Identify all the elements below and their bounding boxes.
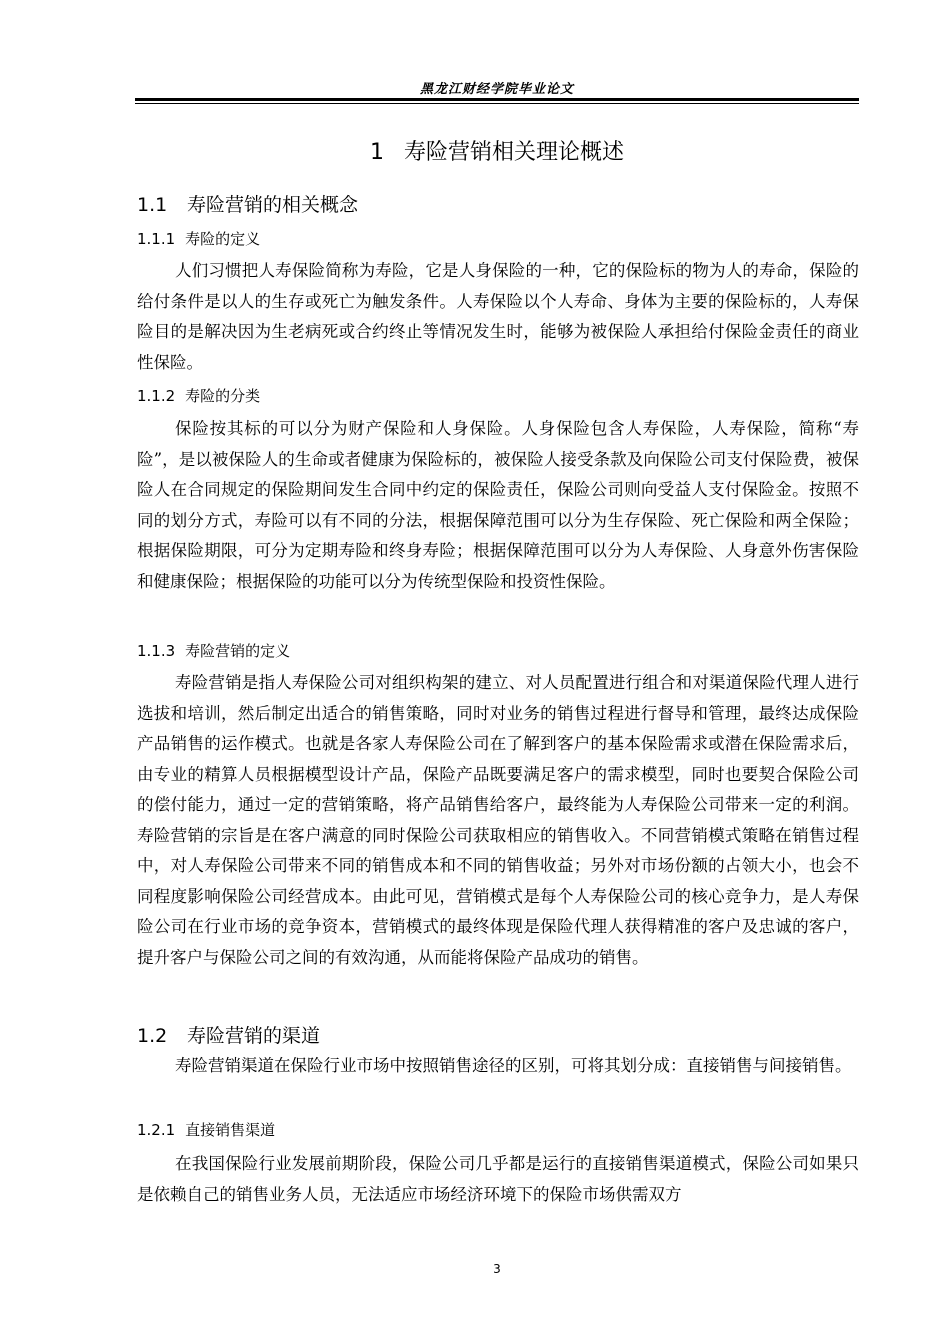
section-number: 1.1 xyxy=(137,194,168,216)
paragraph-life-insurance-marketing-definition: 寿险营销是指人寿保险公司对组织构架的建立、对人员配置进行组合和对渠道保险代理人进行选拔和培训，然后制定出适合的销售策略，同时对业务的销售过程进行督导和管理，最终达成保险产品销售的运作模式。也就是各家人寿保险公司在了解到客户的基本保险需求或潜在保险需求后，由专业的精算人员根据模型设计产品，保险产品既要满足客户的需求模型，同时也要契合保险公司的偿付能力，通过一定的营销策略，将产品销售给客户，最终能为人寿保险公司带来一定的利润。寿险营销的宗旨是在客户满意的同时保险公司获取相应的销售收入。不同营销模式策略在销售过程中，对人寿保险公司带来不同的销售成本和不同的销售收益；另外对市场份额的占领大小，也会不同程度影响保险公司经营成本。由此可见，营销模式是每个人寿保险公司的核心竞争力，是人寿保险公司在行业市场的竞争资本，营销模式的最终体现是保险代理人获得精准的客户及忠诚的客户，提升客户与保险公司之间的有效沟通，从而能将保险产品成功的销售。 xyxy=(137,673,859,967)
section-heading-1-2 xyxy=(137,1021,320,1048)
subsection-number: 1.1.1 xyxy=(137,230,176,248)
subsection-title: 寿险营销的定义 xyxy=(185,642,291,660)
paragraph-life-insurance-classification: 保险按其标的可以分为财产保险和人身保险。人身保险包含人寿保险，人寿保险，简称“寿险”，是以被保险人的生命或者健康为保险标的，被保险人接受条款及向保险公司支付保险费，被保险人在合同规定的保险期间发生合同中约定的保险责任，保险公司则向受益人支付保险金。按照不同的划分方式，寿险可以有不同的分法，根据保障范围可以分为生存保险、死亡保险和两全保险；根据保险期限，可分为定期寿险和终身寿险；根据保障范围可以分为人寿保险、人身意外伤害保险和健康保险；根据保险的功能可以分为传统型保险和投资性保险。 xyxy=(137,419,859,591)
subsection-title: 直接销售渠道 xyxy=(185,1121,276,1139)
header-rule-thick xyxy=(135,98,859,101)
subsection-number: 1.1.3 xyxy=(137,642,176,660)
chapter-number: 1 xyxy=(369,140,384,165)
subsection-title: 寿险的定义 xyxy=(185,230,261,248)
paragraph-direct-sales-channel: 在我国保险行业发展前期阶段，保险公司几乎都是运行的直接销售渠道模式，保险公司如果只是依赖自己的销售业务人员，无法适应市场经济环境下的保险市场供需双方 xyxy=(137,1154,859,1204)
subsection-heading-1-1-1 xyxy=(137,228,260,249)
subsection-heading-1-1-3 xyxy=(137,640,290,661)
page-number: 3 xyxy=(493,1262,501,1276)
chapter-title-text: 寿险营销相关理论概述 xyxy=(403,140,624,165)
running-header: 黑龙江财经学院毕业论文 xyxy=(419,82,574,97)
paragraph-marketing-channels: 寿险营销渠道在保险行业市场中按照销售途径的区别，可将其划分成：直接销售与间接销售。 xyxy=(175,1056,852,1075)
subsection-number: 1.1.2 xyxy=(137,387,176,405)
section-title: 寿险营销的相关概念 xyxy=(187,194,359,216)
section-heading-1-1 xyxy=(137,190,358,217)
subsection-number: 1.2.1 xyxy=(137,1121,176,1139)
header-rule-thin xyxy=(135,103,859,104)
chapter-title xyxy=(135,135,859,166)
subsection-title: 寿险的分类 xyxy=(185,387,261,405)
section-title: 寿险营销的渠道 xyxy=(187,1025,321,1047)
subsection-heading-1-2-1 xyxy=(137,1119,275,1140)
section-number: 1.2 xyxy=(137,1025,168,1047)
paragraph-life-insurance-definition: 人们习惯把人寿保险简称为寿险，它是人身保险的一种，它的保险标的物为人的寿命，保险的给付条件是以人的生存或死亡为触发条件。人寿保险以个人寿命、身体为主要的保险标的，人寿保险目的是解决因为生老病死或合约终止等情况发生时，能够为被保险人承担给付保险金责任的商业性保险。 xyxy=(137,261,859,372)
subsection-heading-1-1-2 xyxy=(137,385,260,406)
